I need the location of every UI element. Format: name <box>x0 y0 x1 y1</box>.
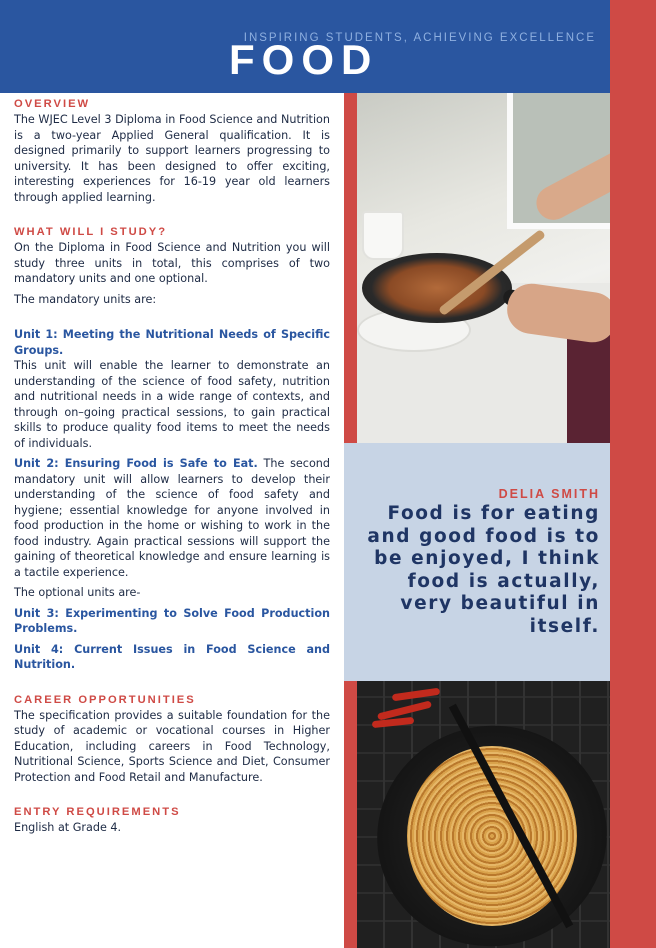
cooking-photo <box>357 93 610 443</box>
career-heading: CAREER OPPORTUNITIES <box>14 693 196 706</box>
unit1-body: This unit will enable the learner to demonstrate an understanding of the science of food safety, nutrition and nutritional needs in a wide range of contexts, and through on–going practical sessions, to gain practical skills to produce quality food items to meet the needs of individuals. <box>14 359 330 450</box>
unit3-title: Unit 3: Experimenting to Solve Food Production Problems. <box>14 606 330 635</box>
unit2-paragraph <box>14 456 330 580</box>
right-accent-strip <box>610 0 656 948</box>
entry-body: English at Grade 4. <box>14 821 122 834</box>
main-text-column <box>14 97 330 836</box>
quote-box <box>344 443 610 681</box>
frying-pan-shape <box>362 253 512 323</box>
sleeve-shape <box>567 333 610 443</box>
overview-body: The WJEC Level 3 Diploma in Food Science and Nutrition is a two-year Applied General qualification. It is designed primarily to support learners progressing to university. It has been designed to offer exciting, interesting experiences for 16-19 year old learners through applied learning. <box>14 113 330 204</box>
optional-label: The optional units are- <box>14 586 141 599</box>
mandatory-label: The mandatory units are: <box>14 292 157 306</box>
unit2-body: The second mandatory unit will allow learners to develop their understanding of the science of food safety and hygiene; essential knowledge for anyone involved in food production in the home or wishing to work in the food industry. Again practical sessions will support the gaining of theoretical knowledge and ensure learning is a tactile experience. <box>14 457 330 579</box>
career-body: The specification provides a suitable foundation for the study of academic or vocational courses in Higher Education, including careers in Food Technology, Nutritional Science, Sports Science and Diet, Consumer Protection and Food Retail and Manufacture. <box>14 708 330 784</box>
unit1-title: Unit 1: Meeting the Nutritional Needs of Specific Groups. <box>14 328 330 357</box>
cup-shape <box>362 211 404 260</box>
tagline: INSPIRING STUDENTS, ACHIEVING EXCELLENCE <box>243 32 596 44</box>
unit2-title: Unit 2: Ensuring Food is Safe to Eat. <box>14 457 258 470</box>
entry-heading: ENTRY REQUIREMENTS <box>14 806 181 818</box>
quote-text: Food is for eating and good food is to be enjoyed, I think food is actually, very beautiful in itself. <box>367 503 600 637</box>
unit4-title: Unit 4: Current Issues in Food Science and Nutrition. <box>14 642 330 671</box>
noodles-photo <box>357 681 610 948</box>
page-title: FOOD <box>229 36 379 83</box>
study-intro: On the Diploma in Food Science and Nutrition you will study three units in total, this comprises of two mandatory units and one optional. <box>14 241 330 285</box>
overview-heading: OVERVIEW <box>14 98 91 110</box>
study-heading: WHAT WILL I STUDY? <box>14 226 168 238</box>
quote-author: DELIA SMITH <box>498 487 600 501</box>
page-header <box>0 0 610 93</box>
